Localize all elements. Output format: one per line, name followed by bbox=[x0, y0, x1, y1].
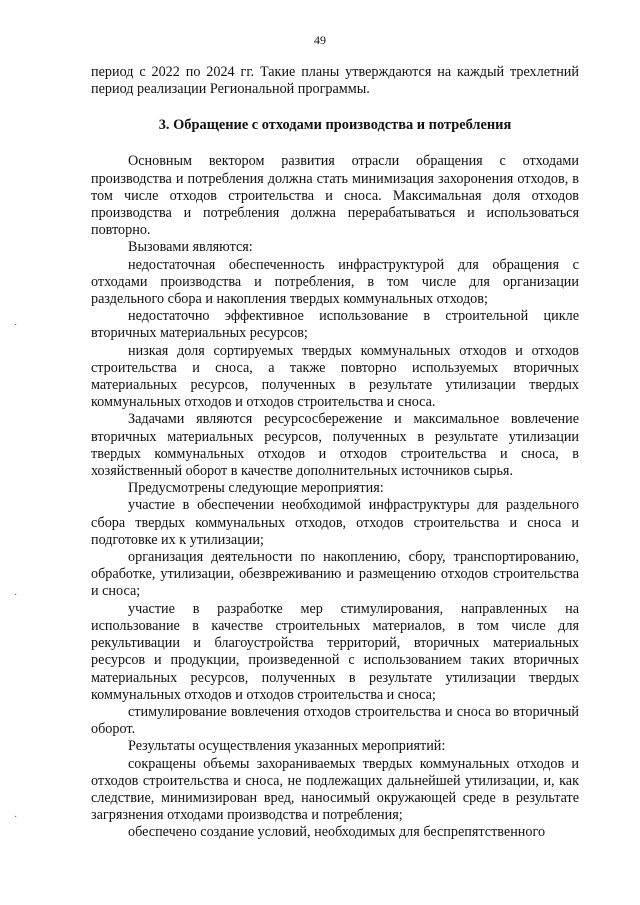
paragraph: участие в разработке мер стимулирования, направленных на использование в качестве строительных материалов, в том числе для рекультивации и благоустройства территорий, вторичных материальных ресурсов и продукции, произведенной с использованием таких вторичных материальных ресурсов, полученных в результате утилизации твердых коммунальных отходов и отходов строительства и сноса; bbox=[91, 600, 579, 703]
paragraph: стимулирование вовлечения отходов строительства и сноса во вторичный оборот. bbox=[91, 703, 579, 738]
paragraph: низкая доля сортируемых твердых коммунальных отходов и отходов строительства и сноса, а также повторно используемых вторичных материальных ресурсов, полученных в результате утилизации твердых коммунальных отходов и отходов строительства и сноса. bbox=[91, 342, 579, 411]
margin-mark: · bbox=[14, 590, 18, 601]
intro-paragraph: период с 2022 по 2024 гг. Такие планы утверждаются на каждый трехлетний период реализации Региональной программы. bbox=[91, 64, 579, 98]
margin-mark: · bbox=[14, 320, 18, 331]
paragraph: Задачами являются ресурсосбережение и максимальное вовлечение вторичных материальных ресурсов, полученных в результате утилизации твердых коммунальных отходов и отходов строительства и сноса, в хозяйственный оборот в качестве дополнительных источников сырья. bbox=[91, 411, 579, 480]
paragraph: Предусмотрены следующие мероприятия: bbox=[128, 480, 384, 497]
paragraph: недостаточно эффективное использование в строительной цикле вторичных материальных ресурсов; bbox=[91, 308, 579, 342]
paragraph: Вызовами являются: bbox=[128, 239, 253, 256]
paragraph: Результаты осуществления указанных мероприятий: bbox=[128, 738, 446, 755]
paragraph: сокращены объемы захораниваемых твердых коммунальных отходов и отходов строительства и сноса, не подлежащих дальнейшей утилизации, и, как следствие, минимизирован вред, наносимый окружающей среде в результате загрязнения отходами производства и потребления; bbox=[91, 755, 579, 824]
paragraph: участие в обеспечении необходимой инфраструктуры для раздельного сбора твердых коммунальных отходов, отходов строительства и сноса и подготовке их к утилизации; bbox=[91, 497, 579, 548]
section-heading: 3. Обращение с отходами производства и потребления bbox=[158, 117, 512, 134]
paragraph: обеспечено создание условий, необходимых для беспрепятственного bbox=[128, 824, 546, 841]
margin-mark: · bbox=[14, 812, 18, 823]
paragraph: недостаточная обеспеченность инфраструктурой для обращения с отходами производства и потребления, в том числе для организации раздельного сбора и накопления твердых коммунальных отходов; bbox=[91, 256, 579, 308]
document-body bbox=[91, 64, 579, 842]
paragraph: организация деятельности по накоплению, сбору, транспортированию, обработке, утилизации, обезвреживанию и размещению отходов строительства и сноса; bbox=[91, 549, 579, 600]
paragraph: Основным вектором развития отрасли обращения с отходами производства и потребления должна стать минимизация захоронения отходов, в том числе отходов строительства и сноса. Максимальная доля отходов производства и потребления должна перерабатываться и использоваться повторно. bbox=[91, 153, 579, 239]
page-number: 49 bbox=[314, 33, 326, 47]
